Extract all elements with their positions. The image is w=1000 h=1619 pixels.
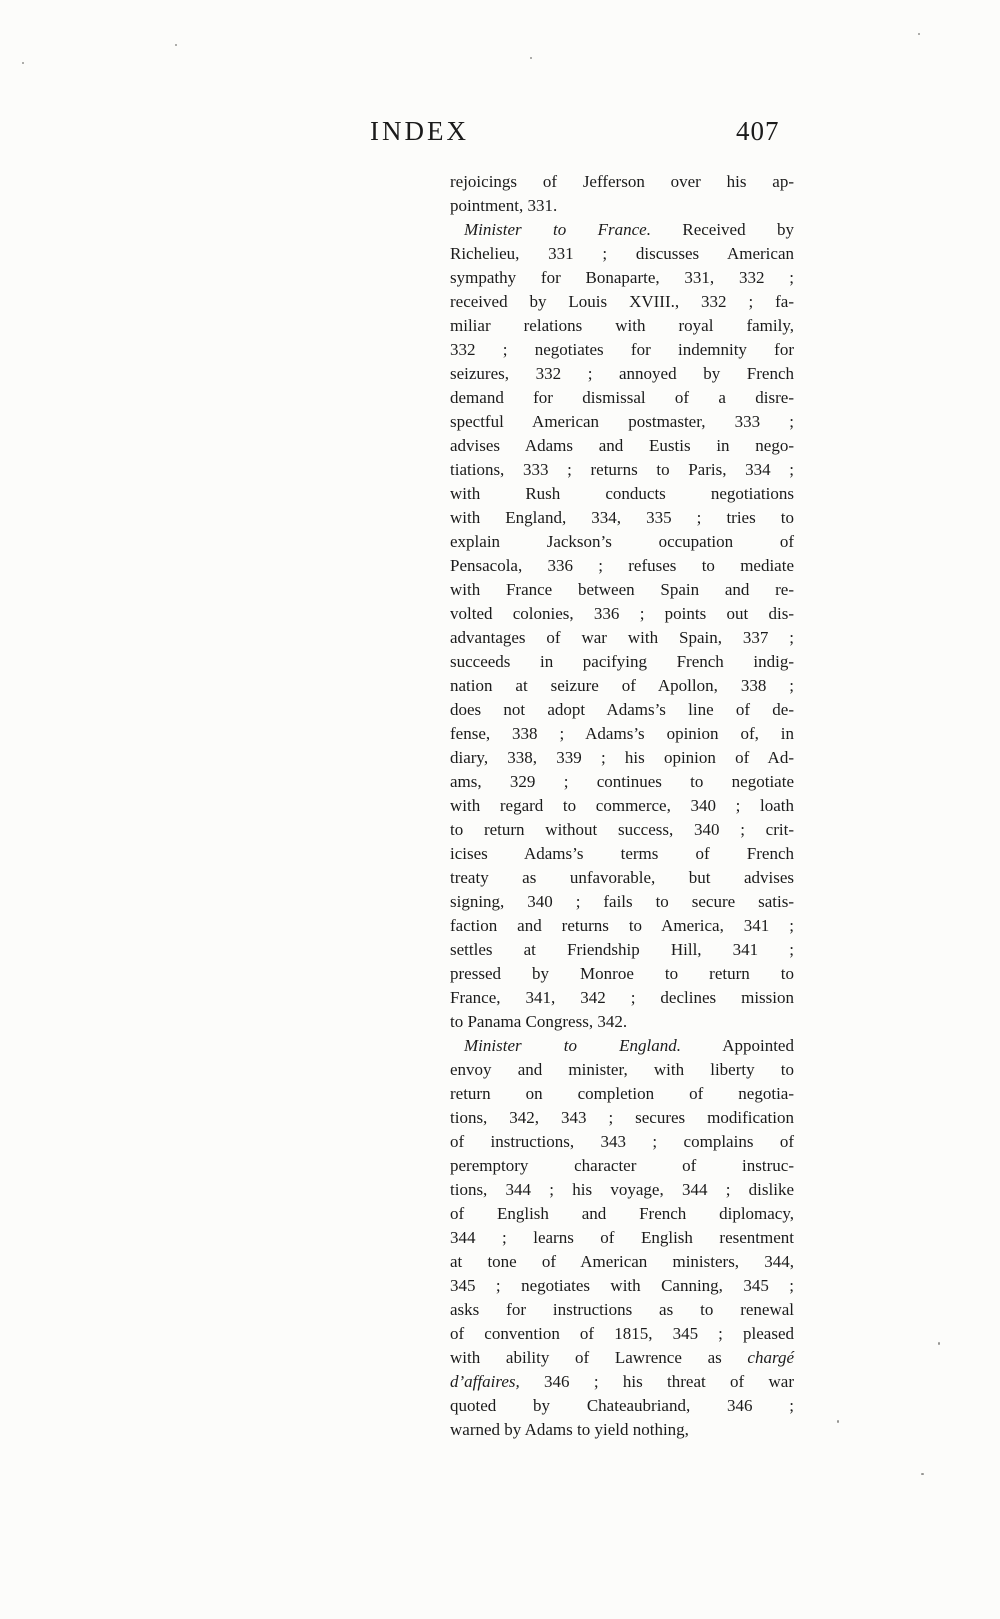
index-line bbox=[450, 1082, 794, 1106]
index-text: 345 ; negotiates with Canning, 345 ; bbox=[450, 1276, 794, 1295]
index-entry-heading: chargé bbox=[747, 1348, 794, 1367]
index-text: with France between Spain and re- bbox=[450, 580, 794, 599]
scan-speck bbox=[530, 57, 532, 59]
index-text: 332 ; negotiates for indemnity for bbox=[450, 340, 794, 359]
index-text: asks for instructions as to renewal bbox=[450, 1300, 794, 1319]
index-text: fense, 338 ; Adams’s opinion of, in bbox=[450, 724, 794, 743]
page-number: 407 bbox=[736, 116, 780, 146]
index-line bbox=[450, 1130, 794, 1154]
index-text: sympathy for Bonaparte, 331, 332 ; bbox=[450, 268, 794, 287]
index-line bbox=[450, 626, 794, 650]
index-text: does not adopt Adams’s line of de- bbox=[450, 700, 794, 719]
index-text: of convention of 1815, 345 ; pleased bbox=[450, 1324, 794, 1343]
index-text: peremptory character of instruc- bbox=[450, 1156, 794, 1175]
index-line bbox=[450, 1298, 794, 1322]
index-text: to return without success, 340 ; crit- bbox=[450, 820, 794, 839]
index-line bbox=[450, 1274, 794, 1298]
index-text: received by Louis XVIII., 332 ; fa- bbox=[450, 292, 794, 311]
index-line bbox=[450, 1346, 794, 1370]
index-line bbox=[450, 602, 794, 626]
index-text: to Panama Congress, 342. bbox=[450, 1012, 628, 1031]
index-line bbox=[450, 506, 794, 530]
index-line bbox=[450, 674, 794, 698]
index-text: explain Jackson’s occupation of bbox=[450, 532, 794, 551]
index-line bbox=[450, 266, 794, 290]
index-text: envoy and minister, with liberty to bbox=[450, 1060, 794, 1079]
index-text: with regard to commerce, 340 ; loath bbox=[450, 796, 794, 815]
index-text: seizures, 332 ; annoyed by French bbox=[450, 364, 794, 383]
index-line bbox=[450, 1418, 794, 1442]
scan-speck bbox=[921, 1473, 924, 1475]
index-text: volted colonies, 336 ; points out dis- bbox=[450, 604, 794, 623]
index-text: pressed by Monroe to return to bbox=[450, 964, 794, 983]
index-text: Pensacola, 336 ; refuses to mediate bbox=[450, 556, 794, 575]
index-entry-heading: d’affaires, bbox=[450, 1372, 520, 1391]
index-text: quoted by Chateaubriand, 346 ; bbox=[450, 1396, 794, 1415]
index-line bbox=[450, 794, 794, 818]
index-text: diary, 338, 339 ; his opinion of Ad- bbox=[450, 748, 794, 767]
index-text: 346 ; his threat of war bbox=[519, 1372, 794, 1391]
index-text: nation at seizure of Apollon, 338 ; bbox=[450, 676, 794, 695]
index-entry-heading: Minister to England. bbox=[464, 1036, 681, 1055]
running-head bbox=[0, 116, 1000, 152]
index-line bbox=[450, 1010, 794, 1034]
index-text: Received by bbox=[650, 220, 795, 239]
index-line bbox=[450, 698, 794, 722]
index-text: settles at Friendship Hill, 341 ; bbox=[450, 940, 794, 959]
index-line bbox=[450, 842, 794, 866]
scan-speck bbox=[938, 1342, 940, 1345]
index-line bbox=[450, 1202, 794, 1226]
index-line bbox=[450, 938, 794, 962]
index-text: Appointed bbox=[681, 1036, 794, 1055]
index-line bbox=[450, 530, 794, 554]
index-text: ams, 329 ; continues to negotiate bbox=[450, 772, 794, 791]
index-line bbox=[450, 170, 794, 194]
index-column bbox=[450, 170, 794, 1442]
index-text: rejoicings of Jefferson over his ap- bbox=[450, 172, 794, 191]
index-line bbox=[450, 434, 794, 458]
index-text: spectful American postmaster, 333 ; bbox=[450, 412, 794, 431]
index-line bbox=[450, 1034, 794, 1058]
index-line bbox=[450, 482, 794, 506]
index-text: of English and French diplomacy, bbox=[450, 1204, 794, 1223]
index-line bbox=[450, 722, 794, 746]
index-line bbox=[450, 290, 794, 314]
index-line bbox=[450, 314, 794, 338]
index-text: of instructions, 343 ; complains of bbox=[450, 1132, 794, 1151]
index-text: advantages of war with Spain, 337 ; bbox=[450, 628, 794, 647]
index-text: France, 341, 342 ; declines mission bbox=[450, 988, 794, 1007]
index-line bbox=[450, 1058, 794, 1082]
page-title: INDEX bbox=[370, 116, 469, 146]
index-line bbox=[450, 890, 794, 914]
index-line bbox=[450, 362, 794, 386]
index-text: treaty as unfavorable, but advises bbox=[450, 868, 794, 887]
index-text: miliar relations with royal family, bbox=[450, 316, 794, 335]
index-text: warned by Adams to yield nothing, bbox=[450, 1420, 689, 1439]
index-text: succeeds in pacifying French indig- bbox=[450, 652, 794, 671]
index-text: with Rush conducts negotiations bbox=[450, 484, 794, 503]
index-line bbox=[450, 770, 794, 794]
index-line bbox=[450, 962, 794, 986]
index-line bbox=[450, 554, 794, 578]
index-text: tions, 344 ; his voyage, 344 ; dislike bbox=[450, 1180, 794, 1199]
index-line bbox=[450, 1322, 794, 1346]
index-text: faction and returns to America, 341 ; bbox=[450, 916, 794, 935]
index-text: Richelieu, 331 ; discusses American bbox=[450, 244, 794, 263]
index-text: signing, 340 ; fails to secure satis- bbox=[450, 892, 794, 911]
index-text: pointment, 331. bbox=[450, 196, 558, 215]
index-text: demand for dismissal of a disre- bbox=[450, 388, 794, 407]
index-text: 344 ; learns of English resentment bbox=[450, 1228, 794, 1247]
index-line bbox=[450, 1370, 794, 1394]
index-line bbox=[450, 338, 794, 362]
scan-speck bbox=[22, 62, 24, 64]
index-line bbox=[450, 458, 794, 482]
index-line bbox=[450, 1154, 794, 1178]
index-line bbox=[450, 650, 794, 674]
index-line bbox=[450, 1394, 794, 1418]
scan-speck bbox=[918, 33, 920, 35]
index-line bbox=[450, 578, 794, 602]
index-line bbox=[450, 218, 794, 242]
index-entry-heading: Minister to France. bbox=[464, 220, 651, 239]
index-line bbox=[450, 1226, 794, 1250]
index-line bbox=[450, 410, 794, 434]
index-line bbox=[450, 914, 794, 938]
index-text: advises Adams and Eustis in nego- bbox=[450, 436, 794, 455]
index-text: at tone of American ministers, 344, bbox=[450, 1252, 794, 1271]
scan-speck bbox=[175, 44, 177, 46]
index-text: return on completion of negotia- bbox=[450, 1084, 794, 1103]
index-line bbox=[450, 986, 794, 1010]
scan-speck bbox=[837, 1420, 839, 1423]
index-text: tiations, 333 ; returns to Paris, 334 ; bbox=[450, 460, 794, 479]
index-line bbox=[450, 746, 794, 770]
index-line bbox=[450, 386, 794, 410]
index-text: with England, 334, 335 ; tries to bbox=[450, 508, 794, 527]
index-line bbox=[450, 194, 794, 218]
index-line bbox=[450, 242, 794, 266]
index-text: with ability of Lawrence as bbox=[450, 1348, 748, 1367]
index-line bbox=[450, 1106, 794, 1130]
index-text: tions, 342, 343 ; secures modification bbox=[450, 1108, 794, 1127]
index-line bbox=[450, 1178, 794, 1202]
index-line bbox=[450, 818, 794, 842]
index-line bbox=[450, 1250, 794, 1274]
index-text: icises Adams’s terms of French bbox=[450, 844, 794, 863]
index-line bbox=[450, 866, 794, 890]
